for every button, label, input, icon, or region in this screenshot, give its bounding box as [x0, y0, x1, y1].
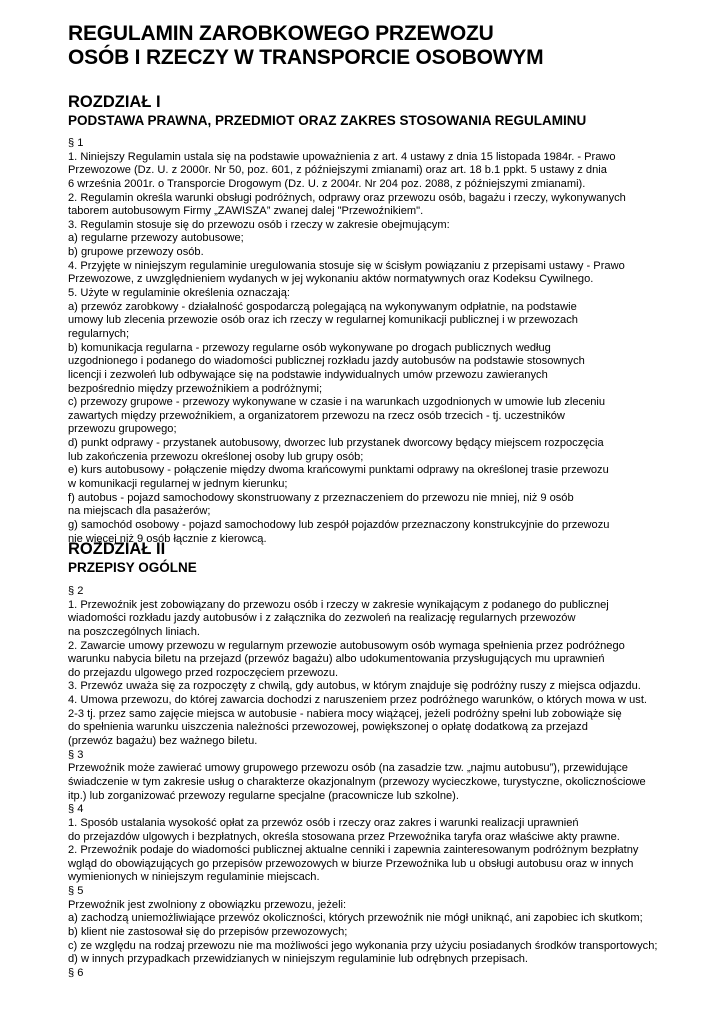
text-line: do przejazdów ulgowych i bezpłatnych, określa stosowana przez Przewoźnika taryfa oraz właściwe akty prawne.: [68, 830, 620, 843]
text-line: nie więcej niż 9 osób łącznie z kierowcą.: [68, 532, 267, 545]
text-line: licencji i zezwoleń lub odbywające się na podstawie indywidualnych umów przewozu zawieranych: [68, 368, 548, 381]
text-line: 2. Zawarcie umowy przewozu w regularnym przewozie autobusowym osób wymaga spełnienia przez podróżnego: [68, 639, 625, 652]
text-line: § 5: [68, 885, 84, 898]
text-line: (przewóz bagażu) bez ważnego biletu.: [68, 735, 258, 748]
chapter-1-name: PODSTAWA PRAWNA, PRZEDMIOT ORAZ ZAKRES STOSOWANIA REGULAMINU: [68, 113, 587, 128]
text-line: a) regularne przewozy autobusowe;: [68, 232, 244, 245]
chapter-1-body: [68, 137, 718, 546]
text-line: wgląd do obowiązujących go przepisów przewozowych w biurze Przewoźnika lub u obsługi autobusu oraz w innych: [68, 857, 634, 870]
text-line: 3. Przewóz uważa się za rozpoczęty z chwilą, gdy autobus, w którym znajduje się podróżny ruszy z miejsca odjazdu.: [68, 680, 641, 693]
text-line: 4. Przyjęte w niniejszym regulaminie uregulowania stosuje się w ścisłym powiązaniu z przepisami ustawy - Prawo: [68, 259, 625, 272]
text-line: c) przewozy grupowe - przewozy wykonywane w czasie i na warunkach uzgodnionych w umowie lub zleceniu: [68, 396, 606, 409]
text-line: b) grupowe przewozy osób.: [68, 246, 204, 259]
text-line: Przewozowe, z uwzględnieniem wydanych w jej wykonaniu aktów normatywnych oraz Kodeksu Cywilnego.: [68, 273, 594, 286]
text-line: a) zachodzą uniemożliwiające przewóz okoliczności, których przewoźnik nie mógł uniknąć, ani zapobiec ich skutkom;: [68, 912, 643, 925]
text-line: 2. Przewoźnik podaje do wiadomości publicznej aktualne cenniki i zapewnia zainteresowanym podróżnym bezpłatny: [68, 844, 639, 857]
text-line: § 2: [68, 585, 84, 597]
text-line: przewozu grupowego;: [68, 423, 177, 436]
text-line: bezpośrednio między przewoźnikiem a podróżnymi;: [68, 382, 323, 395]
title-line-1: REGULAMIN ZAROBKOWEGO PRZEWOZU: [68, 22, 494, 45]
chapter-2-heading: [68, 539, 197, 577]
text-line: w komunikacji regularnej w jednym kierunku;: [68, 478, 288, 491]
text-line: taborem autobusowym Firmy „ZAWISZA” zwanej dalej "Przewoźnikiem".: [68, 205, 424, 218]
text-line: d) w innych przypadkach przewidzianych w niniejszym regulaminie lub odrębnych przepisach.: [68, 953, 528, 966]
text-line: Przewozowe (Dz. U. z 2000r. Nr 50, poz. 601, z późniejszymi zmianami) oraz art. 18 b.1 ppkt. 5 ustawy z dnia: [68, 164, 607, 177]
text-line: do przejazdu ulgowego przed rozpoczęciem przewozu.: [68, 666, 339, 679]
text-line: § 6: [68, 966, 84, 979]
text-line: do spełnienia warunku uiszczenia należności przewozowej, powiększonej o opłatę dodatkową za przejazd: [68, 721, 588, 734]
chapter-2-body: [68, 585, 718, 981]
text-line: f) autobus - pojazd samochodowy skonstruowany z przeznaczeniem do przewozu nie mniej, niż 9 osób: [68, 491, 574, 504]
text-line: g) samochód osobowy - pojazd samochodowy lub zespół pojazdów przeznaczony konstrukcyjnie do przewozu: [68, 518, 610, 531]
text-line: a) przewóz zarobkowy - działalność gospodarczą polegającą na wykonywanym odpłatnie, na podstawie: [68, 300, 577, 313]
text-line: 6 września 2001r. o Transporcie Drogowym (Dz. U. z 2004r. Nr 204 poz. 2088, z późniejszymi zmianami).: [68, 177, 586, 190]
text-line: 1. Przewoźnik jest zobowiązany do przewozu osób i rzeczy w zakresie wynikającym z podanego do publicznej: [68, 598, 609, 611]
text-line: umowy lub zlecenia przewozie osób oraz ich rzeczy w regularnej komunikacji publicznej i w przewozach: [68, 314, 578, 327]
text-line: 3. Regulamin stosuje się do przewozu osób i rzeczy w zakresie obejmującym:: [68, 218, 450, 231]
title-line-2: OSÓB I RZECZY W TRANSPORCIE OSOBOWYM: [68, 46, 544, 69]
text-line: wymienionych w niniejszym regulaminie miejscach.: [68, 871, 320, 884]
text-line: 1. Sposób ustalania wysokość opłat za przewóz osób i rzeczy oraz zakres i warunki realizacji uprawnień: [68, 816, 579, 829]
chapter-1-heading: [68, 92, 586, 130]
chapter-2-name: PRZEPISY OGÓLNE: [68, 560, 197, 575]
text-line: itp.) lub zorganizować przewozy regularne specjalne (pracownicze lub szkolne).: [68, 789, 459, 802]
chapter-1-number: ROZDZIAŁ I: [68, 93, 161, 111]
text-line: 2. Regulamin określa warunki obsługi podróżnych, odprawy oraz przewozu osób, bagażu i rzeczy, wykonywanych: [68, 191, 626, 204]
text-line: warunku nabycia biletu na przejazd (przewóz bagażu) albo udokumentowania przysługujących mu uprawnień: [68, 653, 605, 666]
text-line: c) ze względu na rodzaj przewozu nie ma możliwości jego wykonania przy użyciu posiadanych środków transportowych;: [68, 939, 658, 952]
text-line: 1. Niniejszy Regulamin ustala się na podstawie upoważnienia z art. 4 ustawy z dnia 15 listopada 1984r. - Prawo: [68, 150, 616, 163]
text-line: 2-3 tj. przez samo zajęcie miejsca w autobusie - nabiera mocy wiążącej, jeżeli podróżny spełni lub zobowiąże się: [68, 707, 622, 720]
text-line: na poszczególnych liniach.: [68, 625, 200, 638]
document-title: [68, 22, 543, 70]
text-line: § 1: [68, 137, 84, 149]
text-line: na miejscach dla pasażerów;: [68, 505, 211, 518]
text-line: b) komunikacja regularna - przewozy regularne osób wykonywane po drogach publicznych według: [68, 341, 551, 354]
text-line: 5. Użyte w regulaminie określenia oznaczają:: [68, 287, 290, 300]
text-line: lub zakończenia przewozu określonej osoby lub grupy osób;: [68, 450, 364, 463]
text-line: Przewoźnik może zawierać umowy grupowego przewozu osób (na zasadzie tzw. „najmu autobusu”), przewidujące: [68, 762, 628, 775]
text-line: b) klient nie zastosował się do przepisów przewozowych;: [68, 926, 348, 939]
text-line: wiadomości rozkładu jazdy autobusów i z załącznika do zezwoleń na realizację regularnych przewozów: [68, 612, 576, 625]
text-line: § 4: [68, 803, 84, 816]
chapter-2-number: ROZDZIAŁ II: [68, 540, 166, 558]
text-line: 4. Umowa przewozu, do której zawarcia dochodzi z naruszeniem przez podróżnego warunków, o których mowa w ust.: [68, 694, 647, 707]
text-line: świadczenie w tym zakresie usług o charakterze okazjonalnym (przewozy wycieczkowe, turystyczne, okolicznościowe: [68, 775, 646, 788]
text-line: d) punkt odprawy - przystanek autobusowy, dworzec lub przystanek dworcowy będący miejscem rozpoczęcia: [68, 437, 604, 450]
text-line: § 3: [68, 748, 84, 761]
text-line: Przewoźnik jest zwolniony z obowiązku przewozu, jeżeli:: [68, 898, 347, 911]
text-line: regularnych;: [68, 327, 130, 340]
text-line: zawartych między przewoźnikiem, a organizatorem przewozu na rzecz osób trzecich - tj. uczestników: [68, 409, 565, 422]
text-line: uzgodnionego i podanego do wiadomości publicznej rozkładu jazdy autobusów na podstawie stosownych: [68, 355, 585, 368]
text-line: e) kurs autobusowy - połączenie między dwoma krańcowymi punktami odprawy na określonej trasie przewozu: [68, 464, 609, 477]
